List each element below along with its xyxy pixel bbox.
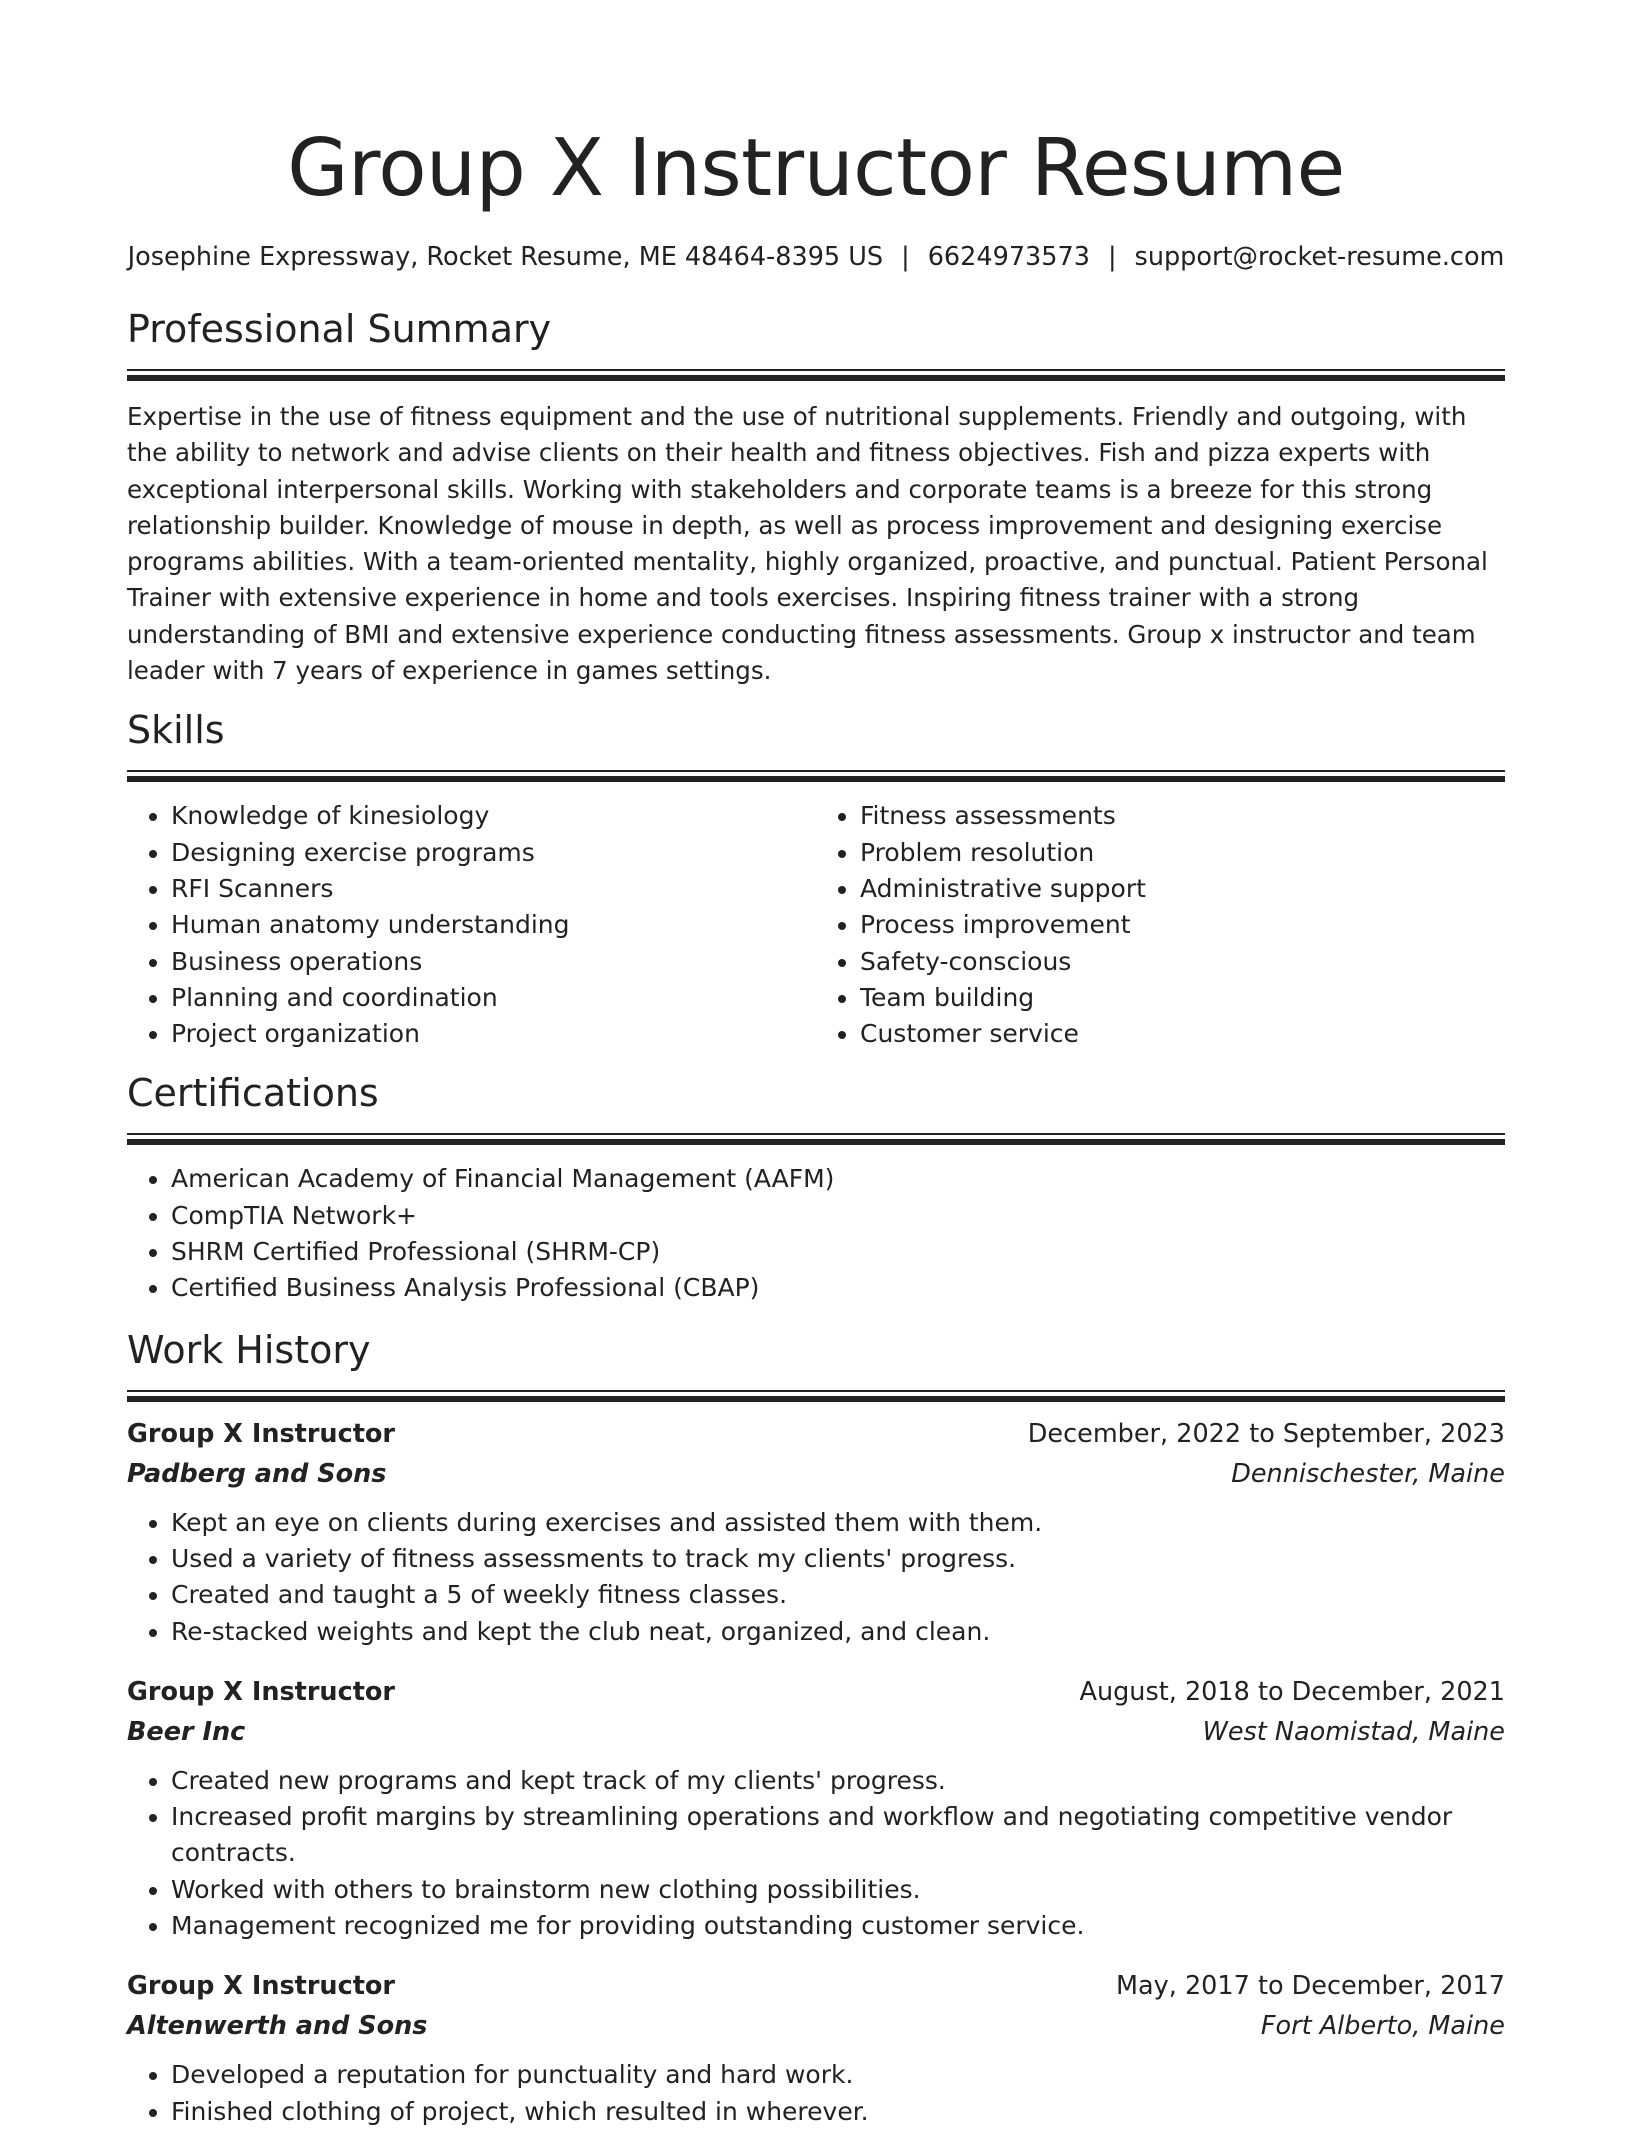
section-heading-work-history: Work History — [127, 1327, 371, 1372]
job-bullet: • Used a variety of fitness assessments to track my clients' progress. — [171, 1541, 1505, 1577]
skill-item: • Team building — [860, 980, 1505, 1016]
job-location: Fort Alberto, Maine — [1260, 2011, 1505, 2042]
skill-item: • Customer service — [860, 1016, 1505, 1052]
summary-section — [127, 304, 1505, 689]
skills-columns — [127, 798, 1505, 1052]
skills-list-right — [816, 798, 1505, 1052]
summary-text: Expertise in the use of fitness equipment and the use of nutritional supplements. Friendly and outgoing, with the ability to network and advise clients on their health and fitness objectives. Fish and pizza experts with exceptional interpersonal skills. Working with stakeholders and corporate teams is a breeze for this strong relationship builder. Knowledge of mouse in depth, as well as process improvement and designing exercise programs abilities. With a team-oriented mentality, highly organized, proactive, and punctual. Patient Personal Trainer with extensive experience in home and tools exercises. Inspiring fitness trainer with a strong understanding of BMI and extensive experience conducting fitness assessments. Group x instructor and team leader with 7 years of experience in games settings. — [127, 402, 1488, 686]
job-dates: May, 2017 to December, 2017 — [1116, 1971, 1505, 2002]
job-location: West Naomistad, Maine — [1202, 1716, 1505, 1747]
skill-item: • Designing exercise programs — [171, 835, 816, 871]
contact-separator: | — [901, 242, 910, 272]
contact-phone: 6624973573 — [927, 242, 1090, 272]
job-company-row — [127, 1712, 1505, 1752]
job-header-row — [127, 1672, 1505, 1712]
job-bullet: • Management recognized me for providing outstanding customer service. — [171, 1908, 1505, 1944]
section-heading-skills: Skills — [127, 708, 225, 753]
job-title: Group X Instructor — [127, 1418, 395, 1449]
section-divider — [127, 1133, 1505, 1145]
contact-line — [127, 240, 1505, 274]
job-bullet: • Created new programs and kept track of my clients' progress. — [171, 1763, 1505, 1799]
job-company: Beer Inc — [127, 1716, 246, 1747]
job-bullet-list — [127, 1505, 1505, 1650]
skill-item: • Fitness assessments — [860, 798, 1505, 834]
skill-item: • Human anatomy understanding — [171, 907, 816, 943]
job-company-row — [127, 2006, 1505, 2046]
job-location: Dennischester, Maine — [1231, 1458, 1505, 1489]
certification-item: • SHRM Certified Professional (SHRM-CP) — [171, 1234, 1505, 1270]
job-bullet-list — [127, 1763, 1505, 1944]
job-bullet: • Developed a reputation for punctuality and hard work. — [171, 2057, 1505, 2093]
job-bullet: • Re-stacked weights and kept the club neat, organized, and clean. — [171, 1614, 1505, 1650]
job-bullet: • Worked with others to brainstorm new clothing possibilities. — [171, 1872, 1505, 1908]
job-dates: December, 2022 to September, 2023 — [1027, 1418, 1505, 1449]
job-company-row — [127, 1454, 1505, 1494]
certifications-section — [127, 1068, 1505, 1306]
section-heading-summary: Professional Summary — [127, 307, 552, 351]
resume-title: Group X Instructor Resume — [287, 122, 1345, 214]
job-bullet: • Kept an eye on clients during exercises and assisted them with them. — [171, 1505, 1505, 1541]
skills-section — [127, 705, 1505, 1052]
skill-item: • Business operations — [171, 944, 816, 980]
job-header-row — [127, 1414, 1505, 1454]
job-bullet: • Created and taught a 5 of weekly fitness classes. — [171, 1577, 1505, 1613]
job-entry — [127, 1966, 1505, 2130]
job-header-row — [127, 1966, 1505, 2006]
job-title: Group X Instructor — [127, 1971, 395, 2002]
job-entry — [127, 1414, 1505, 1650]
skill-item: • Project organization — [171, 1016, 816, 1052]
job-bullet-list — [127, 2057, 1505, 2130]
skill-item: • Problem resolution — [860, 835, 1505, 871]
job-company: Altenwerth and Sons — [127, 2011, 428, 2042]
skill-item: • RFI Scanners — [171, 871, 816, 907]
certification-item: • American Academy of Financial Management (AAFM) — [171, 1161, 1505, 1197]
job-bullet: • Finished clothing of project, which resulted in wherever. — [171, 2094, 1505, 2130]
skill-item: • Process improvement — [860, 907, 1505, 943]
certification-item: • Certified Business Analysis Professional (CBAP) — [171, 1270, 1505, 1306]
skill-item: • Administrative support — [860, 871, 1505, 907]
jobs-container — [127, 1414, 1505, 2130]
contact-separator: | — [1107, 242, 1117, 272]
section-divider — [127, 770, 1505, 782]
job-dates: August, 2018 to December, 2021 — [1079, 1676, 1505, 1707]
contact-address: Josephine Expressway, Rocket Resume, ME 48464-8395 US — [127, 242, 884, 272]
job-title: Group X Instructor — [127, 1676, 395, 1707]
section-divider — [127, 369, 1505, 381]
certification-item: • CompTIA Network+ — [171, 1198, 1505, 1234]
skill-item: • Safety-conscious — [860, 944, 1505, 980]
certifications-list — [127, 1161, 1505, 1306]
skill-item: • Planning and coordination — [171, 980, 816, 1016]
section-divider — [127, 1390, 1505, 1402]
section-heading-certifications: Certifications — [127, 1071, 379, 1116]
skill-item: • Knowledge of kinesiology — [171, 798, 816, 834]
job-company: Padberg and Sons — [127, 1458, 387, 1489]
job-entry — [127, 1672, 1505, 1944]
work-history-section — [127, 1325, 1505, 2130]
contact-email: support@rocket-resume.com — [1134, 242, 1505, 272]
skills-list-left — [127, 798, 816, 1052]
job-bullet: • Increased profit margins by streamlining operations and workflow and negotiating competitive vendor contracts. — [171, 1799, 1505, 1872]
